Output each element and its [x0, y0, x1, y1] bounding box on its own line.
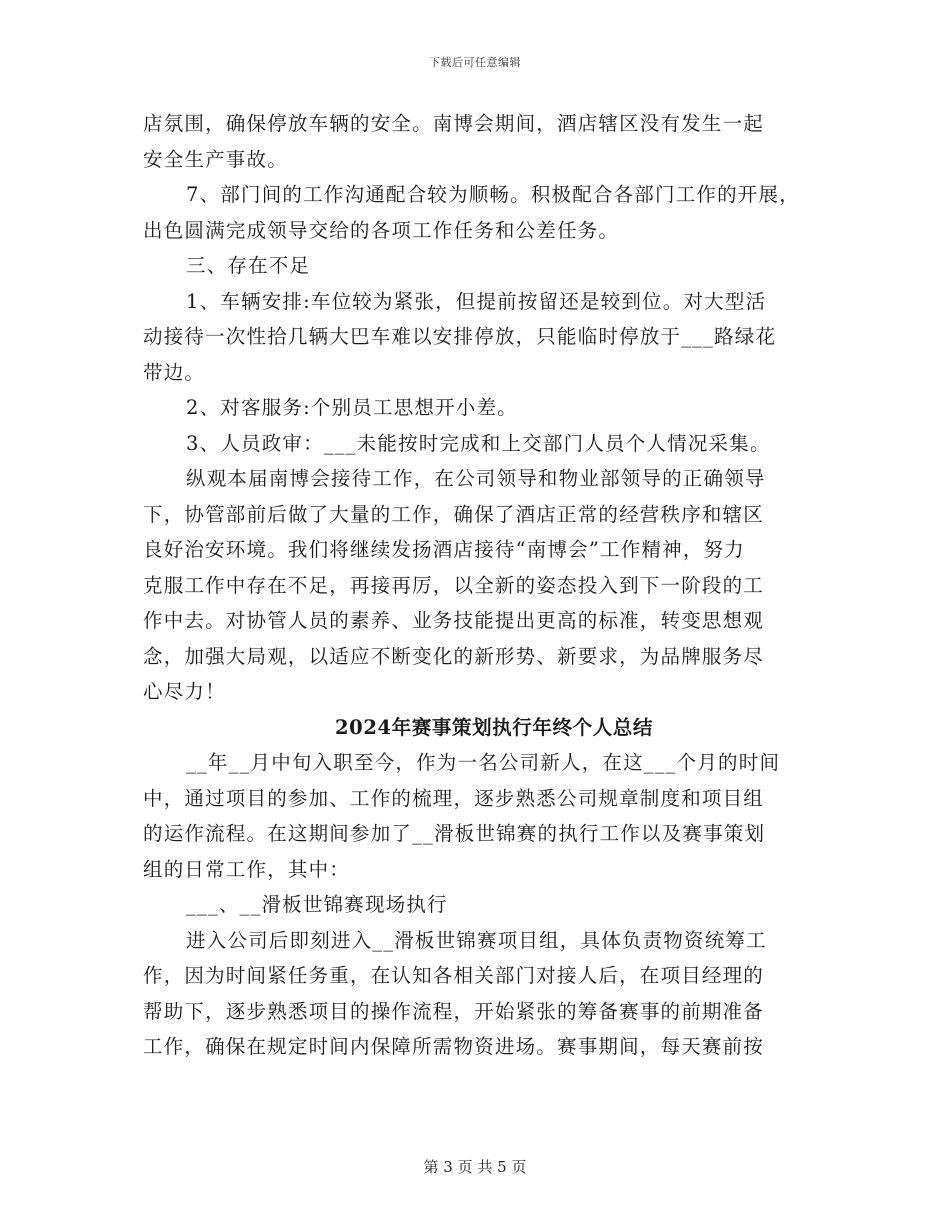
paragraph-line: 作中去。对协管人员的素养、业务技能提出更高的标准，转变思想观 [143, 609, 765, 632]
paragraph-line: ___、__滑板世锦赛现场执行 [186, 893, 448, 916]
paragraph-line: 良好治安环境。我们将继续发扬酒店接待“南博会”工作精神，努力 [143, 538, 745, 561]
paragraph-line: 的运作流程。在这期间参加了__滑板世锦赛的执行工作以及赛事策划 [143, 822, 766, 845]
paragraph-line: 动接待一次性拾几辆大巴车难以安排停放，只能临时停放于___路绿花 [143, 325, 777, 348]
page-header-note: 下载后可任意编辑 [429, 56, 521, 69]
paragraph-line: 1、车辆安排:车位较为紧张，但提前按留还是较到位。对大型活 [186, 289, 767, 313]
paragraph-line: 纵观本届南博会接待工作，在公司领导和物业部领导的正确领导 [186, 467, 766, 490]
paragraph-line: 下，协管部前后做了大量的工作，确保了酒店正常的经营秩序和辖区 [143, 502, 765, 526]
paragraph-line: 作，因为时间紧任务重，在认知各相关部门对接人后，在项目经理的 [143, 964, 765, 987]
paragraph-line: 组的日常工作，其中： [143, 857, 351, 881]
paragraph-line: 2、对客服务:个别员工思想开小差。 [186, 396, 518, 419]
paragraph-line: 帮助下，逐步熟悉项目的操作流程，开始紧张的筹备赛事的前期准备 [143, 999, 765, 1023]
paragraph-line: 念，加强大局观，以适应不断变化的新形势、新要求，为品牌服务尽 [143, 644, 765, 668]
paragraph-line: 中，通过项目的参加、工作的梳理，逐步熟悉公司规章制度和项目组 [143, 786, 765, 810]
paragraph-line: 克服工作中存在不足，再接再厉，以全新的姿态投入到下一阶段的工 [143, 573, 765, 597]
paragraph-line: 安全生产事故。 [143, 147, 288, 171]
document-body [143, 106, 823, 1065]
paragraph-line: 进入公司后即刻进入__滑板世锦赛项目组，具体负责物资统筹工 [186, 928, 767, 952]
paragraph-line: 7、部门间的工作沟通配合较为顺畅。积极配合各部门工作的开展， [186, 183, 800, 206]
paragraph-line: 出色圆满完成领导交给的各项工作任务和公差任务。 [143, 218, 620, 242]
paragraph-line: __年__月中旬入职至今，作为一名公司新人，在这___个月的时间 [186, 751, 781, 774]
paragraph-line: 店氛围，确保停放车辆的安全。南博会期间，酒店辖区没有发生一起 [143, 112, 765, 135]
paragraph-line: 带边。 [143, 360, 206, 384]
paragraph-line: 工作，确保在规定时间内保障所需物资进场。赛事期间，每天赛前按 [143, 1035, 765, 1058]
paragraph-line: 三、存在不足 [186, 254, 311, 277]
paragraph-line: 心尽力！ [143, 680, 226, 703]
paragraph-line: 3、人员政审：___未能按时完成和上交部门人员个人情况采集。 [186, 431, 771, 455]
page-number: 第 3 页 共 5 页 [423, 1158, 527, 1176]
section-title: 2024年赛事策划执行年终个人总结 [335, 715, 653, 739]
